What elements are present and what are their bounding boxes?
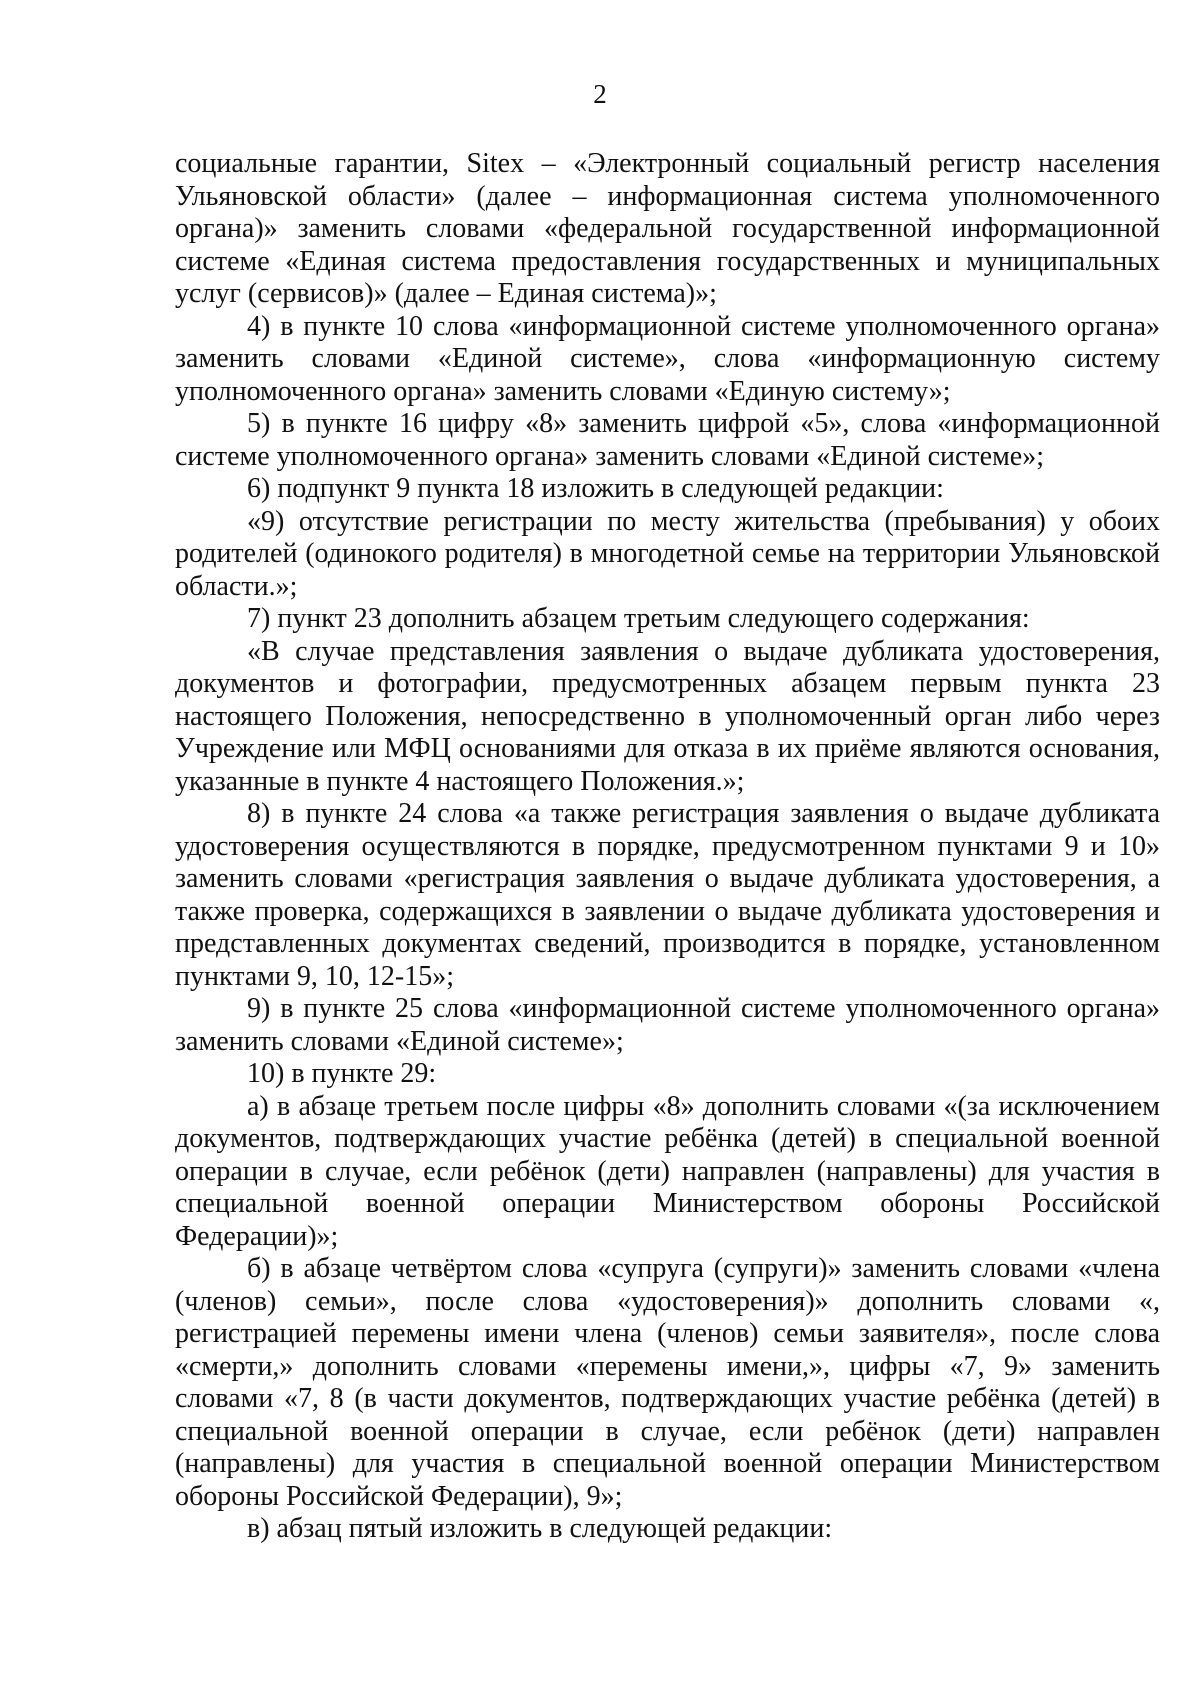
paragraph: 10) в пункте 29: — [247, 1058, 437, 1089]
paragraph: 4) в пункте 10 слова «информационной системе уполномоченного органа» заменить словами «Единой системе», слова «информационную систему уполномоченного органа» заменить словами «Единую систему»; — [175, 310, 1160, 407]
paragraph: социальные гарантии, Sitex – «Электронный социальный регистр населения Ульяновской области» (далее – информационная система уполномоченного органа)» заменить словами «федеральной государственной информационной системе «Единая система предоставления государственных и муниципальных услуг (сервисов)» (далее – Единая система)»; — [175, 148, 1160, 309]
paragraph: 7) пункт 23 дополнить абзацем третьим следующего содержания: — [247, 603, 1030, 634]
paragraph: 6) подпункт 9 пункта 18 изложить в следующей редакции: — [247, 473, 944, 504]
paragraph: в) абзац пятый изложить в следующей редакции: — [247, 1513, 833, 1544]
paragraph: 9) в пункте 25 слова «информационной системе уполномоченного органа» заменить словами «Единой системе»; — [175, 993, 1160, 1057]
paragraph: б) в абзаце четвёртом слова «супруга (супруги)» заменить словами «члена (членов) семьи», после слова «удостоверения)» дополнить словами «, регистрацией перемены имени члена (членов) семьи заявителя», после слова «смерти,» дополнить словами «перемены имени,», цифры «7, 9» заменить словами «7, 8 (в части документов, подтверждающих участие ребёнка (детей) в специальной военной операции в случае, если ребёнок (дети) направлен (направлены) для участия в специальной военной операции Министерством обороны Российской Федерации), 9»; — [175, 1253, 1160, 1512]
paragraph: 8) в пункте 24 слова «а также регистрация заявления о выдаче дубликата удостоверения осуществляются в порядке, предусмотренном пунктами 9 и 10» заменить словами «регистрация заявления о выдаче дубликата удостоверения, а также проверка, содержащихся в заявлении о выдаче дубликата удостоверения и представленных документах сведений, производится в порядке, установленном пунктами 9, 10, 12-15»; — [175, 798, 1160, 992]
page-number: 2 — [593, 79, 607, 109]
paragraph: «9) отсутствие регистрации по месту жительства (пребывания) у обоих родителей (одинокого родителя) в многодетной семье на территории Ульяновской области.»; — [175, 505, 1160, 602]
paragraph: 5) в пункте 16 цифру «8» заменить цифрой «5», слова «информационной системе уполномоченного органа» заменить словами «Единой системе»; — [175, 408, 1160, 472]
document-body — [175, 148, 1160, 1546]
paragraph: а) в абзаце третьем после цифры «8» дополнить словами «(за исключением документов, подтверждающих участие ребёнка (детей) в специальной военной операции в случае, если ребёнок (дети) направлен (направлены) для участия в специальной военной операции Министерством обороны Российской Федерации)»; — [175, 1090, 1160, 1252]
paragraph: «В случае представления заявления о выдаче дубликата удостоверения, документов и фотографии, предусмотренных абзацем первым пункта 23 настоящего Положения, непосредственно в уполномоченный орган либо через Учреждение или МФЦ основаниями для отказа в их приёме являются основания, указанные в пункте 4 настоящего Положения.»; — [175, 635, 1160, 797]
